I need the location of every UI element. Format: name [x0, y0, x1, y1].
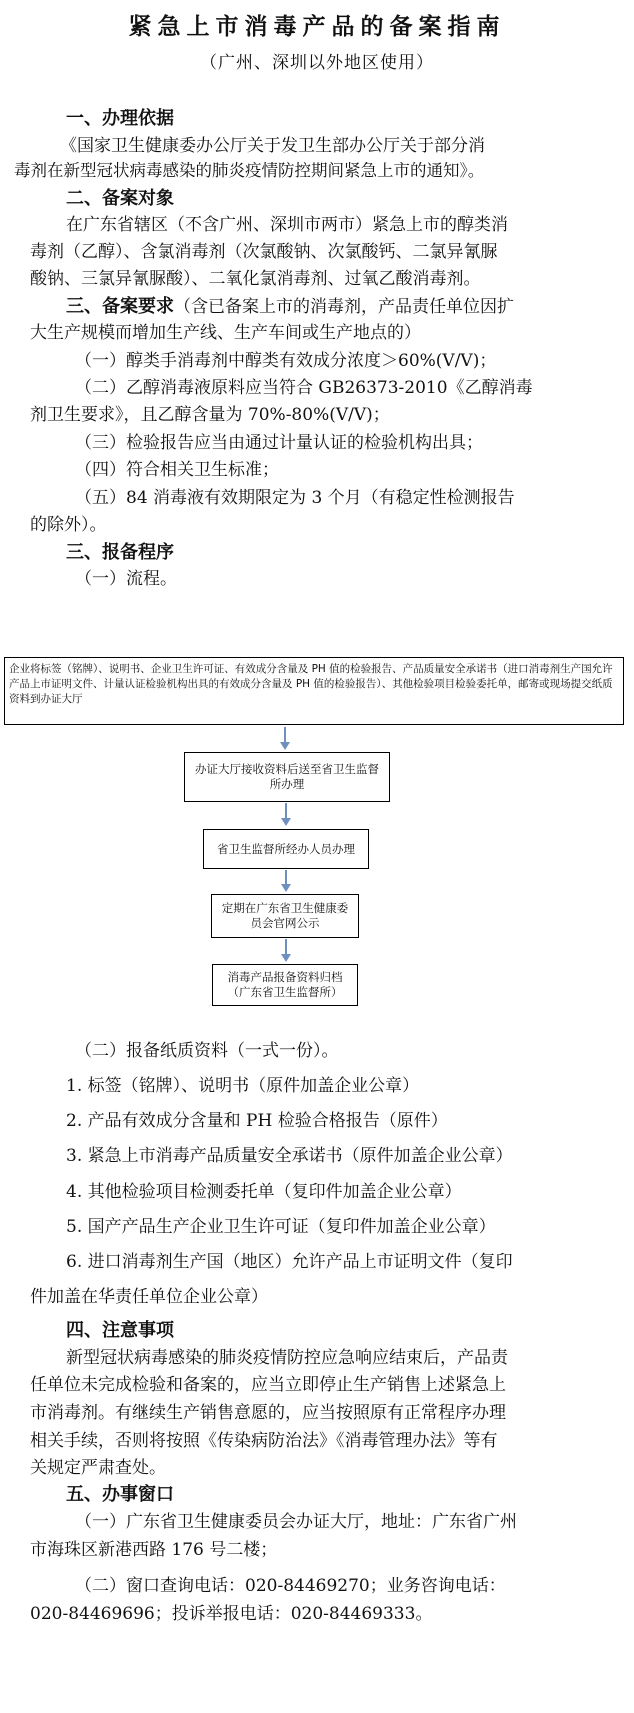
notes-line-5: 关规定严肃查处。 — [30, 1458, 166, 1478]
procedure-sub-flow: （一）流程。 — [75, 569, 177, 589]
paper-item-3: 3. 紧急上市消毒产品质量安全承诺书（原件加盖企业公章） — [66, 1146, 513, 1166]
requirements-heading-row — [66, 292, 514, 318]
office-line-4: 020-84469696；投诉举报电话：020-84469333。 — [30, 1604, 433, 1624]
basis-line-2: 毒剂在新型冠状病毒感染的肺炎疫情防控期间紧急上市的通知》。 — [14, 161, 485, 180]
flow-arrow-1 — [284, 727, 286, 743]
target-line-1: 在广东省辖区（不含广州、深圳市两市）紧急上市的醇类消 — [66, 215, 508, 235]
section-heading-notes: 四、注意事项 — [66, 1320, 174, 1341]
flow-step-receive: 办证大厅接收资料后送至省卫生监督所办理 — [184, 752, 390, 802]
paper-item-6: 6. 进口消毒剂生产国（地区）允许产品上市证明文件（复印 — [66, 1252, 513, 1272]
flow-arrow-2 — [285, 803, 287, 819]
requirement-item-4: （四）符合相关卫生标准； — [75, 460, 279, 480]
section-heading-basis: 一、办理依据 — [66, 108, 174, 129]
flow-step-archive: 消毒产品报备资料归档（广东省卫生监督所） — [212, 964, 358, 1006]
requirement-item-5: （五）84 消毒液有效期限定为 3 个月（有稳定性检测报告 — [75, 488, 515, 508]
section-heading-procedure: 三、报备程序 — [66, 542, 174, 563]
notes-line-1: 新型冠状病毒感染的肺炎疫情防控应急响应结束后，产品责 — [66, 1348, 508, 1368]
flow-step-submit: 企业将标签（铭牌）、说明书、企业卫生许可证、有效成分含量及 PH 值的检验报告、产品质量安全承诺书（进口消毒剂生产国允许产品上市证明文件、计量认证检验机构出具的有效成分含量及 PH 值的检验报告）、其他检验项目检验委托单，邮寄或现场提交纸质资料到办证大厅 — [4, 657, 624, 725]
requirements-heading-tail: （含已备案上市的消毒剂，产品责任单位因扩 — [174, 297, 514, 317]
requirement-item-5-cont: 的除外）。 — [30, 515, 107, 535]
requirement-item-2-cont: 剂卫生要求》，且乙醇含量为 70%-80%(V/V)； — [30, 405, 390, 425]
notes-line-2: 任单位未完成检验和备案的，应当立即停止生产销售上述紧急上 — [30, 1375, 506, 1395]
section-heading-requirements: 三、备案要求 — [66, 296, 174, 317]
paper-item-2: 2. 产品有效成分含量和 PH 检验合格报告（原件） — [66, 1111, 448, 1131]
office-line-2: 市海珠区新港西路 176 号二楼； — [30, 1540, 278, 1560]
paper-materials-heading: （二）报备纸质资料（一式一份）。 — [75, 1041, 339, 1061]
section-heading-office: 五、办事窗口 — [66, 1484, 174, 1505]
notes-line-4: 相关手续，否则将按照《传染病防治法》《消毒管理办法》等有 — [30, 1431, 498, 1451]
target-line-3: 酸钠、三氯异氰脲酸）、二氧化氯消毒剂、过氧乙酸消毒剂。 — [30, 269, 481, 289]
flow-arrow-3 — [285, 870, 287, 885]
document-subtitle: （广州、深圳以外地区使用） — [200, 53, 434, 73]
document-title: 紧急上市消毒产品的备案指南 — [128, 13, 506, 40]
flow-step-process: 省卫生监督所经办人员办理 — [203, 829, 369, 869]
basis-line-1: 《国家卫生健康委办公厅关于发卫生部办公厅关于部分消 — [60, 136, 485, 156]
requirement-item-1: （一）醇类手消毒剂中醇类有效成分浓度＞60%(V/V)； — [75, 351, 497, 371]
paper-item-4: 4. 其他检验项目检测委托单（复印件加盖企业公章） — [66, 1182, 462, 1202]
requirements-line-2: 大生产规模而增加生产线、生产车间或生产地点的） — [30, 323, 421, 343]
office-line-1: （一）广东省卫生健康委员会办证大厅，地址：广东省广州 — [75, 1512, 517, 1532]
requirement-item-2: （二）乙醇消毒液原料应当符合 GB26373-2010《乙醇消毒 — [75, 378, 533, 398]
notes-line-3: 市消毒剂。有继续生产销售意愿的，应当按照原有正常程序办理 — [30, 1403, 506, 1423]
paper-item-1: 1. 标签（铭牌）、说明书（原件加盖企业公章） — [66, 1076, 420, 1096]
flow-arrow-4 — [285, 939, 287, 955]
office-line-3: （二）窗口查询电话：020-84469270；业务咨询电话： — [75, 1576, 506, 1596]
target-line-2: 毒剂（乙醇）、含氯消毒剂（次氯酸钠、次氯酸钙、二氯异氰脲 — [30, 242, 498, 262]
section-heading-target: 二、备案对象 — [66, 188, 174, 209]
paper-item-5: 5. 国产产品生产企业卫生许可证（复印件加盖企业公章） — [66, 1217, 496, 1237]
flow-step-publish: 定期在广东省卫生健康委员会官网公示 — [211, 894, 359, 938]
paper-item-6-cont: 件加盖在华责任单位企业公章） — [30, 1287, 268, 1307]
requirement-item-3: （三）检验报告应当由通过计量认证的检验机构出具； — [75, 433, 483, 453]
